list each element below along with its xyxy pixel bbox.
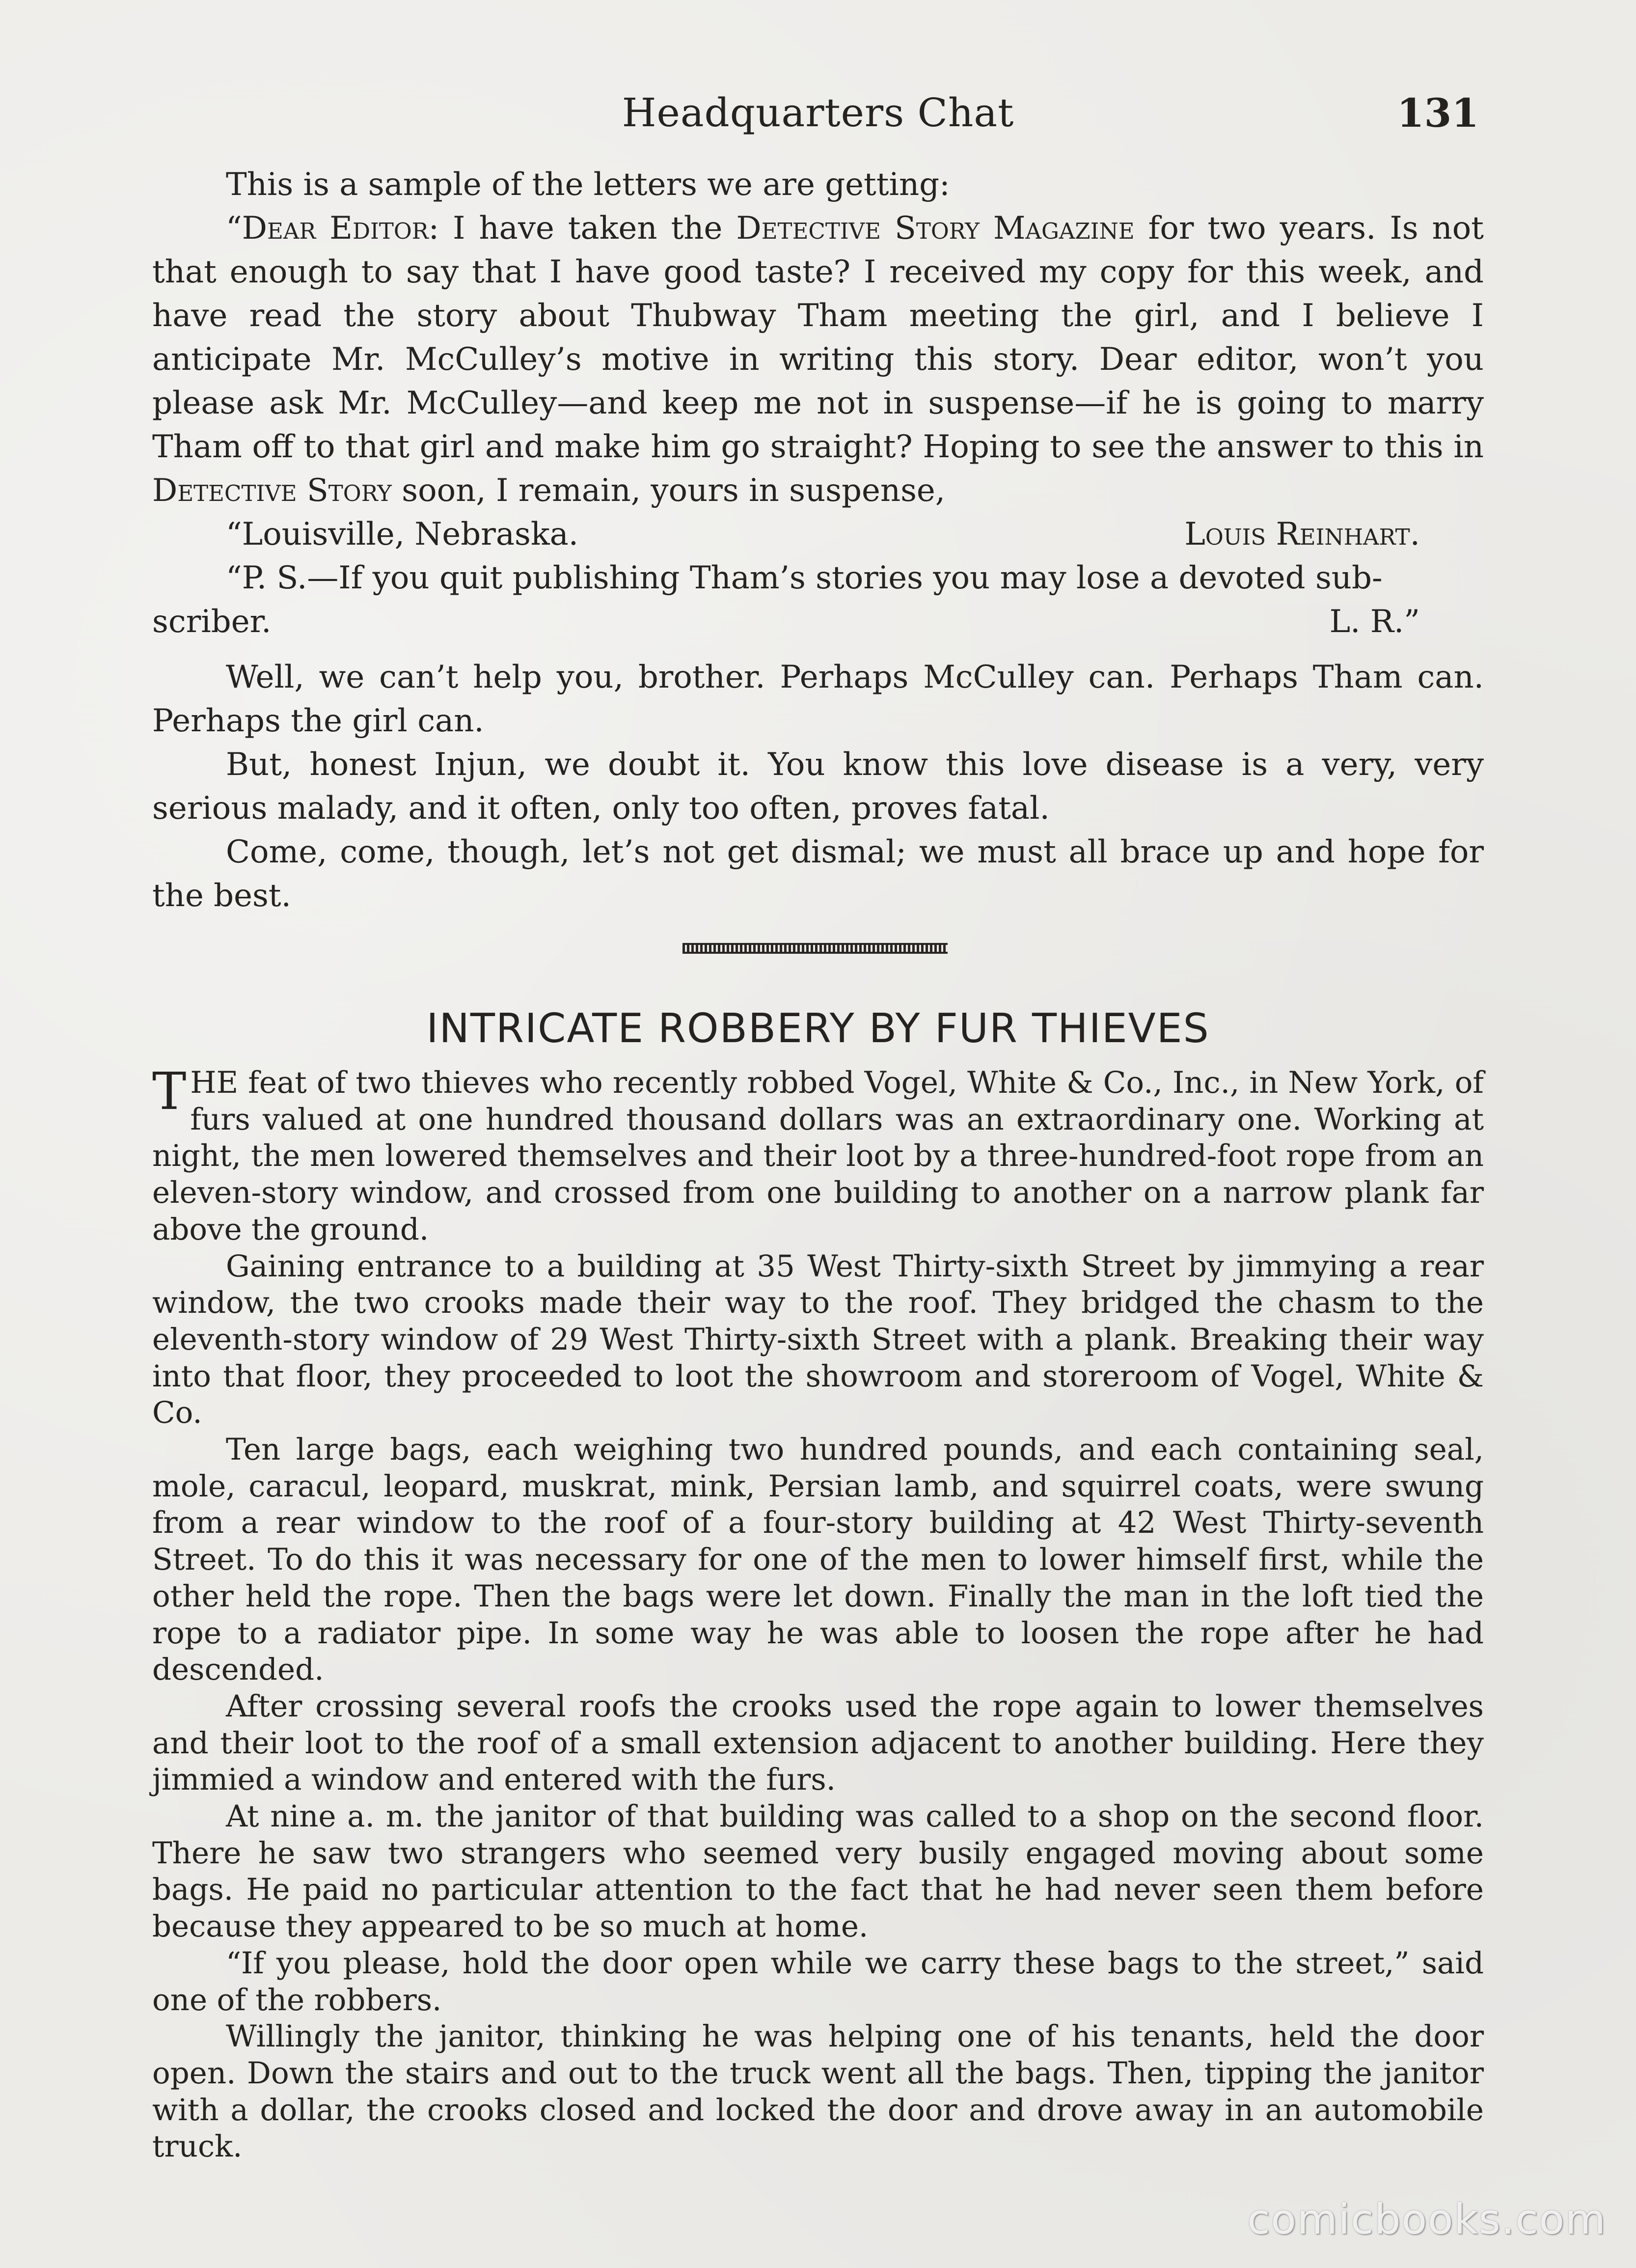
article-body (152, 1061, 1484, 2165)
article-paragraph: “If you please, hold the door open while we carry these bags to the street,” said one of the robbers. (152, 1945, 1484, 2018)
postscript-end: scriber. (152, 604, 272, 640)
article-paragraph: After crossing several roofs the crooks used the rope again to lower themselves and their loot to the roof of a small extension adjacent to another building. Here they jimmied a window and entered with the furs. (152, 1688, 1484, 1798)
letter-salutation: “Dear Editor (226, 210, 429, 247)
letter-text-c: soon, I remain, yours in suspense, (391, 472, 946, 509)
magazine-name: Detective Story Magazine (736, 210, 1135, 247)
drop-cap: T (152, 1061, 187, 1121)
running-header (152, 86, 1484, 140)
section-divider (682, 943, 948, 954)
watermark: comicbooks.com (1247, 2195, 1607, 2243)
letters-section (152, 163, 1484, 918)
letter-location: “Louisville, Nebraska. (226, 516, 579, 553)
magazine-name-short: Detective Story (152, 472, 392, 509)
letter-signature-line (152, 513, 1484, 556)
article-paragraph: Willingly the janitor, thinking he was helping one of his tenants, held the door open. Down the stairs and out to the truck went all the bags. Then, tipping the janitor with a dollar, the crooks closed and locked the door and drove away in an automobile truck. (152, 2019, 1484, 2164)
article-title: INTRICATE ROBBERY BY FUR THIEVES (426, 1005, 1210, 1052)
reply-paragraph: But, honest Injun, we doubt it. You know this love disease is a very, very serious malady, and it often, only too often, proves fatal. (152, 747, 1484, 827)
reply-paragraph: Well, we can’t help you, brother. Perhaps McCulley can. Perhaps Tham can. Perhaps the girl can. (152, 659, 1484, 739)
letter-body (152, 207, 1484, 513)
letter-text-a: : I have taken the (428, 210, 736, 247)
postscript-initials: L. R.” (1329, 604, 1420, 640)
article-paragraph (152, 1061, 1484, 1248)
article-paragraph: Ten large bags, each weighing two hundred pounds, and each containing seal, mole, caracul, leopard, muskrat, mink, Persian lamb, and squirrel coats, were swung from a rear window to the roof of a four-story building at 42 West Thirty-seventh Street. To do this it was necessary for one of the men to lower himself first, while the other held the rope. Then the bags were let down. Finally the man in the loft tied the rope to a radiator pipe. In some way he was able to loosen the rope after he had descended. (152, 1432, 1484, 1687)
running-title: Headquarters Chat (622, 90, 1014, 136)
reply-paragraph: Come, come, though, let’s not get dismal; we must all brace up and hope for the best. (152, 834, 1484, 914)
first-paragraph-text: HE feat of two thieves who recently robbed Vogel, White & Co., Inc., in New York, of furs valued at one hundred thousand dollars was an extraordinary one. Working at night, the men lowered themselves and their loot by a three-hundred-foot rope from an eleven-story window, and crossed from one building to another on a narrow plank far above the ground. (152, 1065, 1484, 1247)
article-paragraph: At nine a. m. the janitor of that building was called to a shop on the second floor. There he saw two strangers who seemed very busily engaged moving about some bags. He paid no particular attention to the fact that he had never seen them before because they appeared to be so much at home. (152, 1799, 1484, 1944)
letters-intro: This is a sample of the letters we are getting: (226, 166, 950, 203)
letter-signature: Louis Reinhart. (1184, 516, 1420, 553)
article-paragraph: Gaining entrance to a building at 35 West Thirty-sixth Street by jimmying a rear window, the two crooks made their way to the roof. They bridged the chasm to the eleventh-story window of 29 West Thirty-sixth Street with a plank. Breaking their way into that floor, they proceeded to loot the showroom and storeroom of Vogel, White & Co. (152, 1248, 1484, 1431)
page-number: 131 (1397, 90, 1479, 136)
postscript-end-line (152, 600, 1484, 644)
letter-text-b: for two years. Is not that enough to say that I have good taste? I received my copy for this week, and have read the story about Thubway Tham meeting the girl, and I believe I anticipate Mr. McCulley’s motive in writing this story. Dear editor, won’t you please ask Mr. McCulley—and keep me not in suspense—if he is going to marry Tham off to that girl and make him go straight? Hoping to see the answer to this in (152, 210, 1484, 465)
letter-postscript: “P. S.—If you quit publishing Tham’s stories you may lose a devoted sub- (226, 560, 1383, 596)
